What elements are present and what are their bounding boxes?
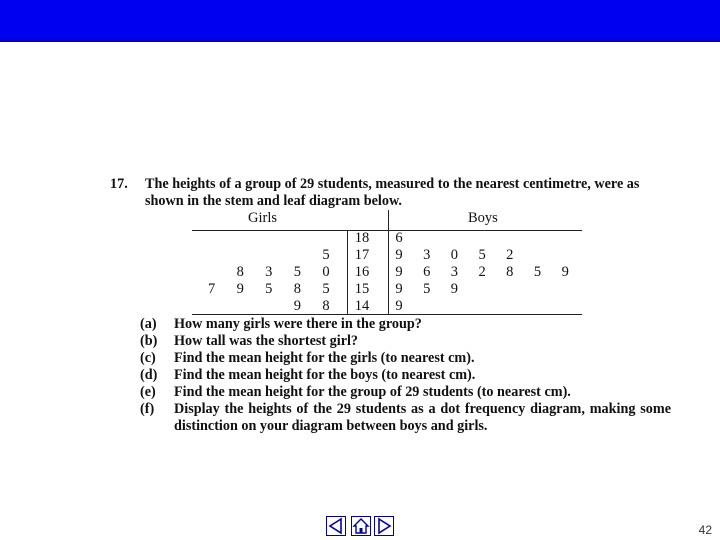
next-button[interactable] [374, 516, 394, 536]
girls-leaf: 8 [322, 298, 330, 314]
previous-button[interactable] [326, 516, 346, 536]
boys-leaf: 6 [395, 230, 403, 246]
girls-leaf: 9 [293, 298, 302, 314]
girls-leaf: 5 [322, 281, 330, 297]
girls-leaf: 3 [265, 264, 273, 280]
part-label: (d) [140, 367, 158, 383]
boys-leaf: 9 [395, 247, 403, 263]
boys-leaf: 8 [506, 264, 514, 280]
home-button[interactable] [351, 516, 371, 536]
question-parts [140, 316, 675, 435]
boys-leaf: 9 [395, 264, 403, 280]
girls-header: Girls [248, 210, 277, 226]
part-label: (a) [140, 316, 157, 332]
part-label: (c) [140, 350, 156, 366]
question-part [140, 333, 675, 350]
boys-leaf: 2 [506, 247, 514, 263]
diagram-row [192, 264, 582, 281]
question-part [140, 384, 675, 401]
girls-leaf: 8 [293, 281, 302, 297]
boys-leaf: 5 [533, 264, 542, 280]
part-text: How many girls were there in the group? [174, 316, 422, 332]
boys-leaf: 2 [478, 264, 486, 280]
diagram-row [192, 247, 582, 264]
diagram-row [192, 230, 582, 247]
boys-leaf: 5 [478, 247, 486, 263]
girls-leaf: 5 [265, 281, 273, 297]
part-label: (e) [140, 384, 156, 400]
boys-header: Boys [468, 210, 498, 226]
boys-leaf: 9 [450, 281, 459, 297]
stem-and-leaf-diagram [192, 210, 582, 316]
triangle-right-icon [375, 517, 393, 535]
triangle-left-icon [327, 517, 345, 535]
header-bar [0, 0, 720, 42]
girls-leaf: 9 [236, 281, 244, 297]
part-text: Find the mean height for the girls (to nearest cm). [174, 350, 475, 366]
boys-leaf: 6 [423, 264, 431, 280]
girls-leaf: 0 [322, 264, 330, 280]
page-number: 42 [698, 523, 712, 537]
question-part [140, 316, 675, 333]
question-text: The heights of a group of 29 students, measured to the nearest centimetre, were as shown in the stem and leaf diagram below. [145, 176, 640, 209]
question-part [140, 367, 675, 384]
question-part [140, 401, 675, 435]
stem-value: 14 [354, 298, 370, 314]
girls-leaf: 5 [293, 264, 302, 280]
boys-leaf: 5 [423, 281, 431, 297]
boys-leaf: 9 [561, 264, 569, 280]
boys-leaf: 3 [423, 247, 431, 263]
girls-leaf: 8 [236, 264, 244, 280]
part-text: Find the mean height for the group of 29 students (to nearest cm). [174, 384, 571, 400]
girls-leaf: 7 [207, 281, 216, 297]
girls-leaf: 5 [322, 247, 330, 263]
stem-value: 17 [354, 247, 370, 263]
question-part [140, 350, 675, 367]
stem-value: 16 [354, 264, 370, 280]
boys-leaf: 0 [450, 247, 459, 263]
stem-value: 15 [354, 281, 370, 297]
part-text: How tall was the shortest girl? [174, 333, 359, 349]
part-text: Display the heights of the 29 students as a dot frequency diagram, making some distinction on your diagram between boys and girls. [174, 401, 671, 434]
boys-leaf: 3 [450, 264, 459, 280]
boys-leaf: 9 [395, 281, 403, 297]
part-label: (f) [140, 401, 155, 417]
stem-value: 18 [354, 230, 370, 246]
question-number: 17. [110, 176, 128, 192]
diagram-row [192, 298, 582, 315]
part-label: (b) [140, 333, 158, 349]
diagram-row [192, 281, 582, 298]
boys-leaf: 9 [395, 298, 403, 314]
home-icon [352, 517, 370, 535]
part-text: Find the mean height for the boys (to nearest cm). [174, 367, 476, 383]
